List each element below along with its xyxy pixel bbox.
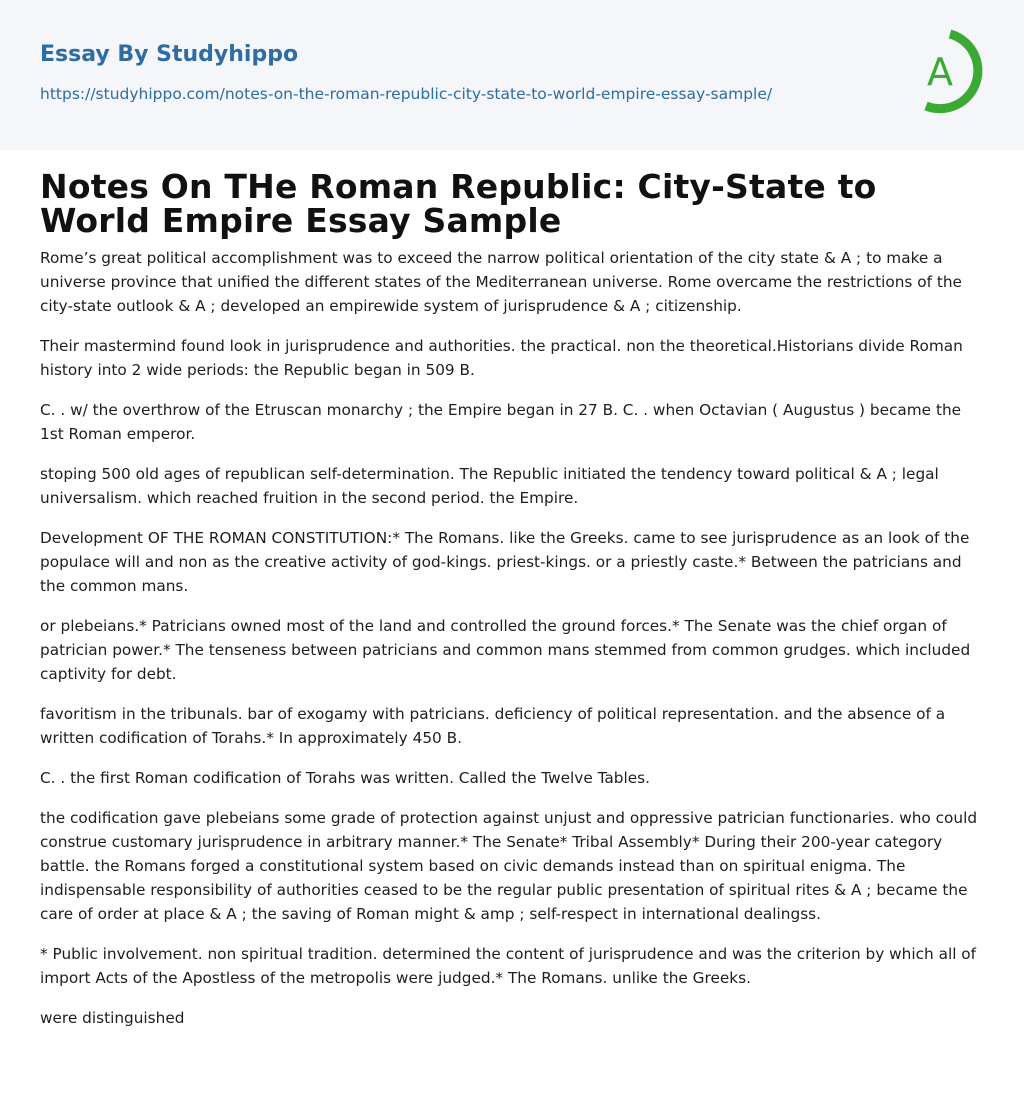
- paragraph: Their mastermind found look in jurisprudence and authorities. the practical. non the theoretical.Historians divide Roman history into 2 wide periods: the Republic began in 509 B.: [40, 337, 963, 379]
- paragraph: C. . the first Roman codification of Torahs was written. Called the Twelve Tables.: [40, 769, 650, 787]
- paragraph: Development OF THE ROMAN CONSTITUTION:* The Romans. like the Greeks. came to see jurisprudence as an look of the populace will and non as the creative activity of god-kings. priest-kings. or a priestly caste.* Between the patricians and the common mans.: [40, 529, 970, 595]
- logo-letter: A: [927, 50, 953, 94]
- source-url-link[interactable]: https://studyhippo.com/notes-on-the-roman-republic-city-state-to-world-empire-essay-sample/: [40, 85, 773, 103]
- paragraph: or plebeians.* Patricians owned most of the land and controlled the ground forces.* The Senate was the chief organ of patrician power.* The tenseness between patricians and common mans stemmed from common grudges. which included captivity for debt.: [40, 617, 971, 683]
- paragraph: the codification gave plebeians some grade of protection against unjust and oppressive patrician functionaries. who could construe customary jurisprudence in arbitrary manner.* The Senate* Tribal Assembly* During their 200-year category battle. the Romans forged a constitutional system based on civic demands instead than on spiritual enigma. The indispensable responsibility of authorities ceased to be the regular public presentation of spiritual rites & A ; became the care of order at place & A ; the saving of Roman might & amp ; self-respect in international dealingss.: [40, 809, 978, 923]
- paragraph: favoritism in the tribunals. bar of exogamy with patricians. deficiency of political representation. and the absence of a written codification of Torahs.* In approximately 450 B.: [40, 705, 946, 747]
- studyhippo-logo-icon[interactable]: [912, 28, 988, 116]
- site-brand[interactable]: Essay By Studyhippo: [40, 42, 299, 67]
- paragraph: * Public involvement. non spiritual tradition. determined the content of jurisprudence and was the criterion by which all of import Acts of the Apostless of the metropolis were judged.* The Romans. unlike the Greeks.: [40, 945, 977, 987]
- paragraph: stoping 500 old ages of republican self-determination. The Republic initiated the tendency toward political & A ; legal universalism. which reached fruition in the second period. the Empire.: [40, 465, 939, 507]
- site-header: [0, 0, 1024, 150]
- paragraph: were distinguished: [40, 1009, 185, 1027]
- paragraph: C. . w/ the overthrow of the Etruscan monarchy ; the Empire began in 27 B. C. . when Octavian ( Augustus ) became the 1st Roman emperor.: [40, 401, 962, 443]
- paragraph: Rome’s great political accomplishment was to exceed the narrow political orientation of the city state & A ; to make a universe province that unified the different states of the Mediterranean universe. Rome overcame the restrictions of the city-state outlook & A ; developed an empirewide system of jurisprudence & A ; citizenship.: [40, 249, 962, 315]
- article-content: [40, 167, 986, 1046]
- article-title: Notes On THe Roman Republic: City-State to World Empire Essay Sample: [40, 167, 877, 240]
